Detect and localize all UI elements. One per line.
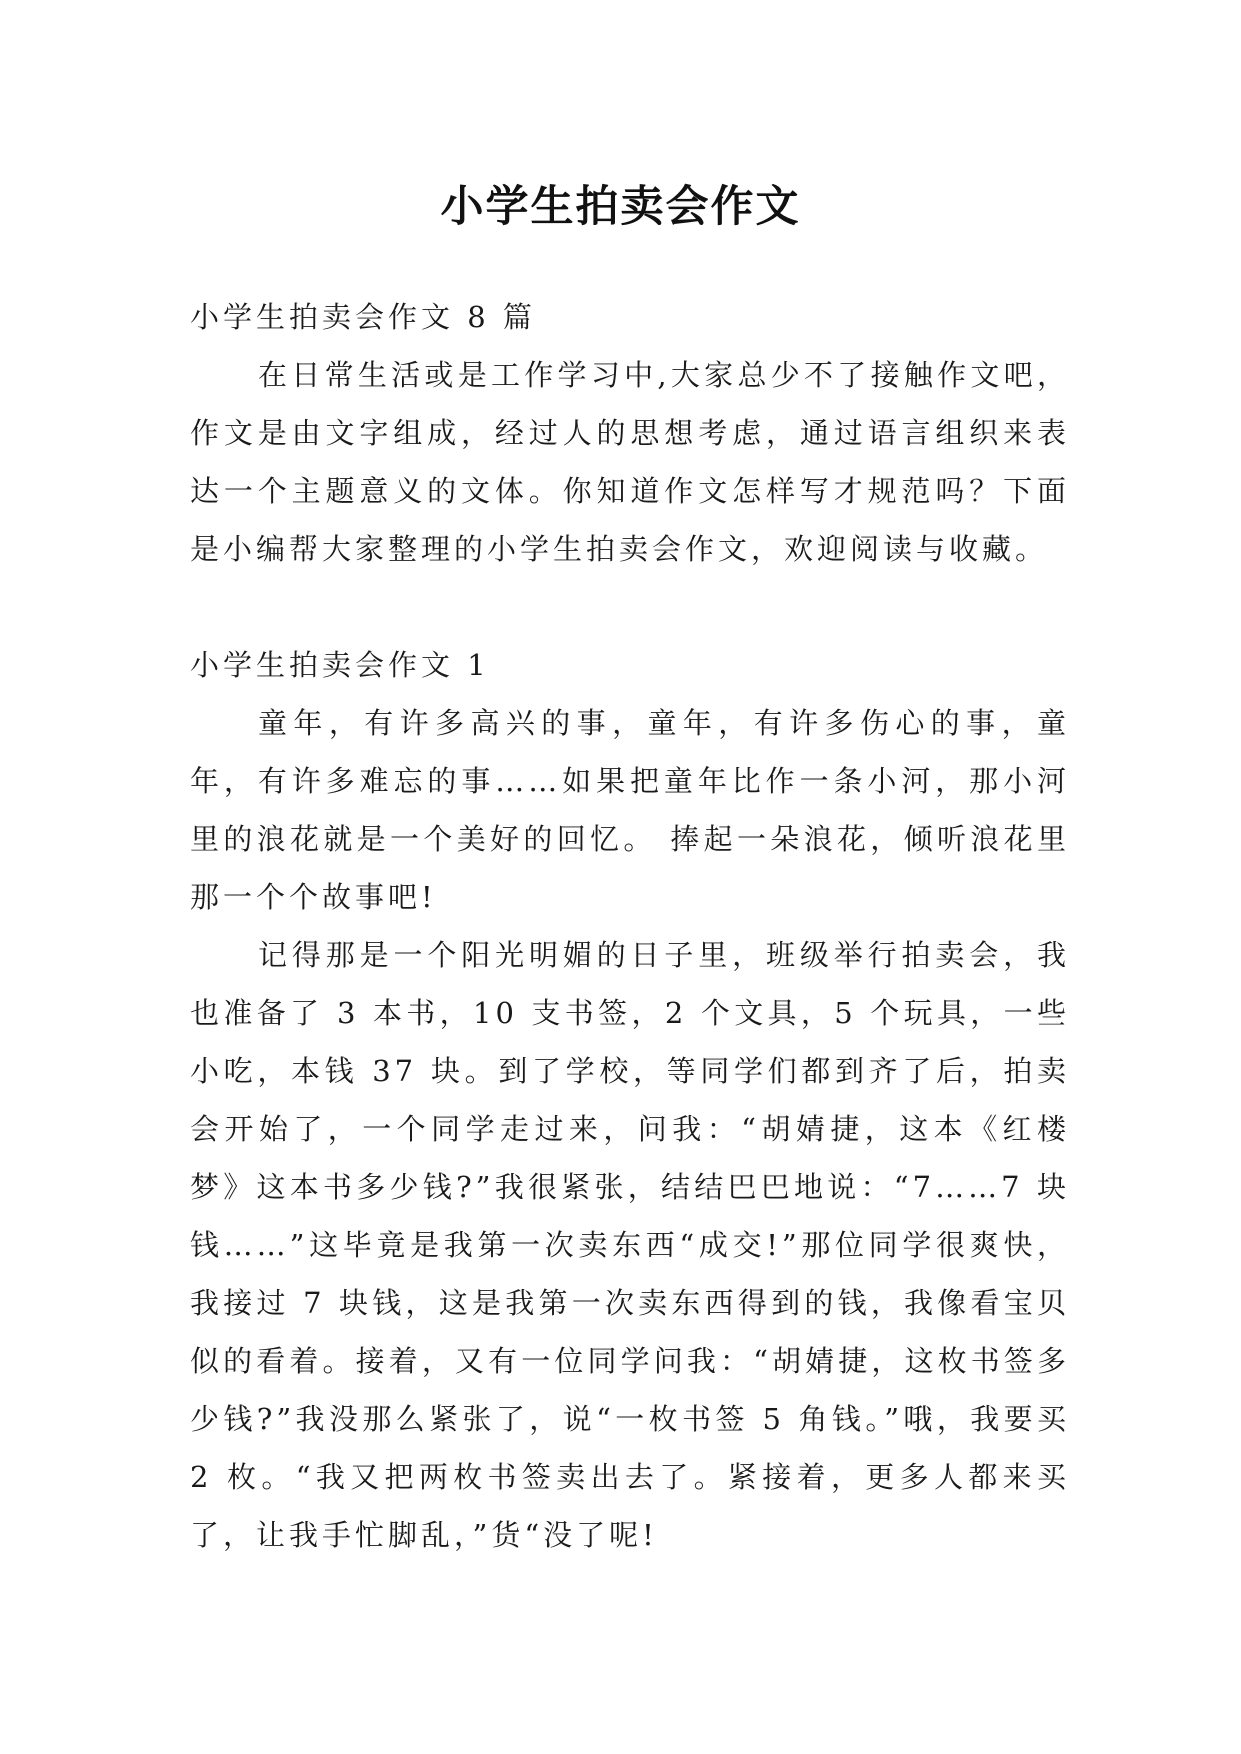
intro-paragraph: 在日常生活或是工作学习中,大家总少不了接触作文吧，作文是由文字组成，经过人的思想考虑，通过语言组织来表达一个主题意义的文体。你知道作文怎样写才规范吗？下面是小编帮大家整理的小学生拍卖会作文，欢迎阅读与收藏。 <box>190 358 1070 566</box>
body-paragraph: 童年，有许多高兴的事，童年，有许多伤心的事，童年，有许多难忘的事……如果把童年比作一条小河，那小河里的浪花就是一个美好的回忆。 捧起一朵浪花，倾听浪花里那一个个故事吧! <box>190 706 1070 914</box>
document-subtitle: 小学生拍卖会作文 8 篇 <box>190 300 536 334</box>
document-title: 小学生拍卖会作文 <box>440 181 801 232</box>
body-paragraph: 记得那是一个阳光明媚的日子里，班级举行拍卖会，我也准备了 3 本书，10 支书签，2 个文具，5 个玩具，一些小吃，本钱 37 块。到了学校，等同学们都到齐了后，拍卖会开始了，一个同学走过来，问我：“胡婧捷，这本《红楼梦》这本书多少钱?”我很紧张，结结巴巴地说：“7……7 块钱……”这毕竟是我第一次卖东西“成交!”那位同学很爽快，我接过 7 块钱，这是我第一次卖东西得到的钱，我像看宝贝似的看着。接着，又有一位同学问我：“胡婧捷，这枚书签多少钱?”我没那么紧张了，说“一枚书签 5 角钱。”哦，我要买 2 枚。“我又把两枚书签卖出去了。紧接着，更多人都来买了，让我手忙脚乱，”货“没了呢! <box>190 938 1070 1552</box>
section-heading: 小学生拍卖会作文 1 <box>190 648 490 682</box>
section-spacer <box>190 578 1070 636</box>
document-body <box>190 288 1070 1564</box>
